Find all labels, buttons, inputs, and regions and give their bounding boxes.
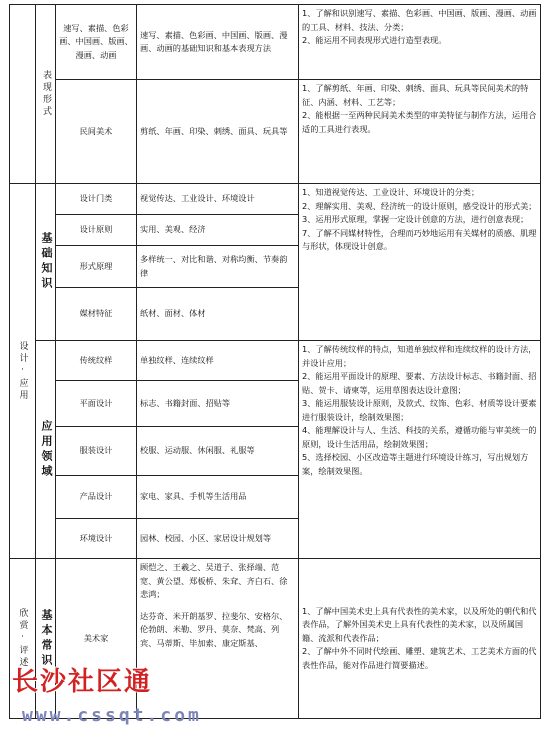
domain-label: 欣赏·评述: [17, 608, 28, 669]
subdomain-label: 基础知识: [40, 232, 53, 292]
goal-line: 1、了解和识别速写、素描、色彩画、中国画、版画、漫画、动画的工具、材料、技法、分类；: [302, 8, 537, 32]
content-cell: 园林、校园、小区、家居设计规划等: [137, 519, 299, 559]
subdomain-label: 表现形式: [41, 70, 51, 118]
content-line: 顾恺之、王羲之、吴道子、张择端、范宽、黄公望、郑板桥、朱耷、齐白石、徐悲鸿；: [140, 562, 288, 599]
goal-line: 3、能运用服装设计原则，及款式、纹饰、色彩、材质等设计要素进行服装设计，绘制效果图；: [302, 398, 537, 422]
content-cell: 实用、美观、经济: [137, 215, 299, 246]
item-cell: 服装设计: [56, 427, 137, 476]
domain-cell-design: [10, 184, 36, 559]
content-cell: 校服、运动服、休闲服、礼服等: [137, 427, 299, 476]
item-cell: 设计原则: [56, 215, 137, 246]
content-cell: 标志、书籍封面、招贴等: [137, 381, 299, 427]
subdomain-cell-basic: [36, 184, 56, 341]
goal-line: 7、了解不同媒材特性，合理而巧妙地运用有关媒材的质感、肌理与形状，体现设计创意。: [302, 227, 537, 251]
goal-line: 5、选择校园、小区改造等主题进行环境设计练习，写出规划方案，绘制效果图。: [302, 452, 529, 476]
goal-cell: [299, 80, 541, 184]
watermark-title: 长沙社区通: [12, 667, 153, 697]
content-line: 达芬奇、米开朗基罗、拉斐尔、安格尔、伦勃朗、米勒、罗丹、莫奈、梵高、列宾、马蒂斯、毕加索、康定斯基、: [140, 610, 288, 648]
watermark: [12, 661, 252, 733]
goal-line: 3、运用形式原理，掌握一定设计创意的方法，进行创意表现；: [302, 214, 529, 224]
table-row: [10, 341, 541, 381]
item-cell: 环境设计: [56, 519, 137, 559]
item-cell: 美术家: [56, 559, 137, 719]
item-cell: 速写、素描、色彩画、中国画、版画、漫画、动画: [56, 5, 137, 80]
subdomain-cell-expression: [36, 5, 56, 184]
content-cell: 单独纹样、连续纹样: [137, 341, 299, 381]
goal-line: 1、了解剪纸、年画、印染、刺绣、面具、玩具等民间美术的特征、内涵、材料、工艺等；: [302, 83, 529, 107]
goal-line: 2、了解中外不同时代绘画、雕塑、建筑艺术、工艺美术方面的代表性作品，能对作品进行简要描述。: [302, 646, 537, 670]
goal-line: 2、能运用平面设计的原理、要素、方法设计标志、书籍封面、招贴、贺卡、请柬等，运用草图表达设计意图；: [302, 371, 537, 395]
goal-cell: [299, 559, 541, 719]
goal-line: 2、能根据一至两种民间美术类型的审美特征与制作方法，运用合适的工具进行表现。: [302, 110, 537, 134]
curriculum-table: [9, 4, 541, 719]
content-cell: 纸材、面材、体材: [137, 288, 299, 341]
table-row: [10, 5, 541, 80]
item-cell: 平面设计: [56, 381, 137, 427]
content-cell: 速写、素描、色彩画、中国画、版画、漫画、动画的基础知识和基本表现方法: [137, 5, 299, 80]
goal-line: 4、能理解设计与人、生活、科技的关系，遵循功能与审美统一的原则，设计生活用品，绘制效果图；: [302, 425, 537, 449]
goal-cell: [299, 184, 541, 341]
subdomain-label: 应用领域: [40, 419, 53, 480]
goal-cell: [299, 5, 541, 80]
goal-line: 1、知道视觉传达、工业设计、环境设计的分类；: [302, 187, 480, 197]
item-cell: 产品设计: [56, 476, 137, 519]
goal-cell: [299, 341, 541, 559]
subdomain-label: 基本常识: [40, 608, 53, 669]
domain-label: 设计·应用: [17, 340, 28, 402]
table-row: [10, 184, 541, 215]
content-cell: 多样统一、对比和谐、对称均衡、节奏韵律: [137, 246, 299, 288]
content-cell: 剪纸、年画、印染、刺绣、面具、玩具等: [137, 80, 299, 184]
goal-line: 1、了解中国美术史上具有代表性的美术家，以及所处的朝代和代表作品，了解外国美术史上具有代表性的美术家，以及所属国籍、流派和代表作品；: [302, 605, 537, 643]
table-row: [10, 80, 541, 184]
item-cell: 媒材特征: [56, 288, 137, 341]
goal-line: 2、能运用不同表现形式进行造型表现。: [302, 35, 447, 45]
item-cell: 形式原理: [56, 246, 137, 288]
goal-line: 1、了解传统纹样的特点，知道单独纹样和连续纹样的设计方法，并设计应用；: [302, 344, 537, 368]
content-cell: 家电、家具、手机等生活用品: [137, 476, 299, 519]
goal-line: 2、理解实用、美观、经济统一的设计原则，感受设计的形式美；: [302, 200, 537, 211]
item-cell: 设计门类: [56, 184, 137, 215]
item-cell: 传统纹样: [56, 341, 137, 381]
content-cell: 视觉传达、工业设计、环境设计: [137, 184, 299, 215]
watermark-url: www.cssqt.com: [22, 705, 202, 726]
domain-cell-continued: [10, 5, 36, 184]
item-cell: 民间美术: [56, 80, 137, 184]
subdomain-cell-apply: [36, 341, 56, 559]
